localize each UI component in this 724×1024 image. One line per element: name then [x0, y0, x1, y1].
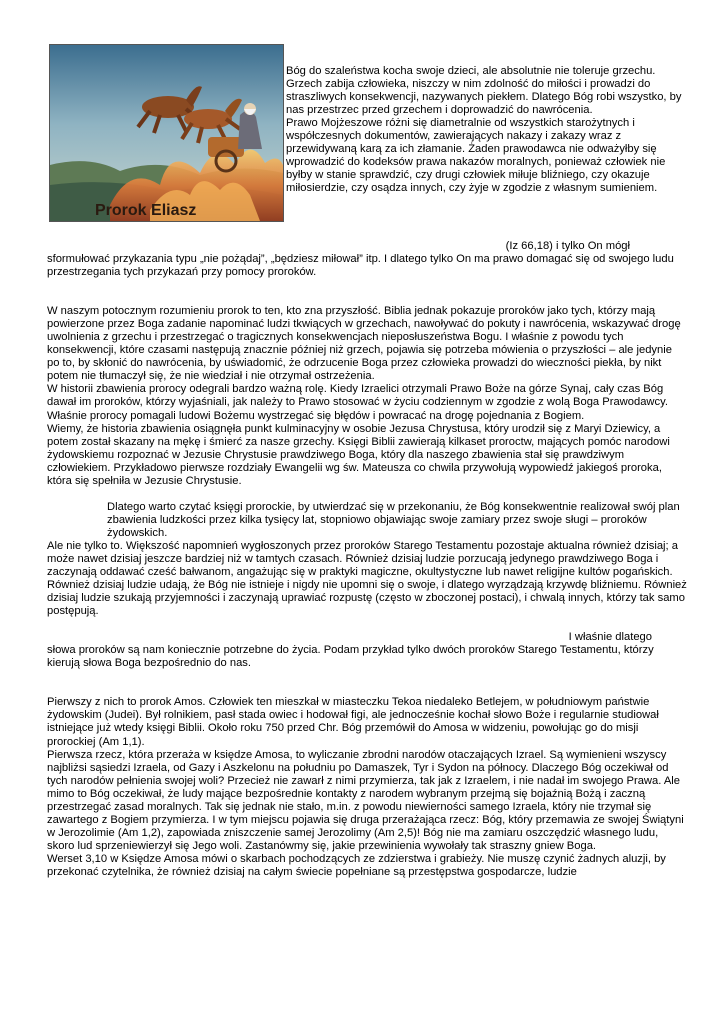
main-text-block: [47, 240, 690, 879]
image-caption: Prorok Eliasz: [95, 202, 197, 219]
chariot-painting: [50, 45, 283, 221]
paragraph-why-read-prophets: Dlatego warto czytać księgi prorockie, by utwierdzać się w przekonaniu, że Bóg konsekwentnie realizował swój plan zbawienia ludzkości przez kilka tysięcy lat, stopniowo objawiając swoje zamiary przez swoje sługi – proroków żydowskich.: [107, 500, 683, 539]
prophet-elijah-illustration: [49, 44, 284, 222]
intro-paragraph-2: Prawo Mojżeszowe różni się diametralnie od wszystkich starożytnych i współczesnych dokumentów, zawierających nakazy i zakazy wraz z przewidywaną karą za ich złamanie. Żaden prawodawca nie odważyłby się wprowadzić do kodeksów prawa nakazów moralnych, ponieważ człowiek nie byłby w stanie sprawdzić, czy drugi człowiek miłuje bliźniego, czy okazuje miłosierdzie, czy osądza innych, czy żyje w zgodzie z własnym sumieniem.: [286, 117, 669, 195]
paragraph-history-of-salvation: W historii zbawienia prorocy odegrali bardzo ważną rolę. Kiedy Izraelici otrzymali Prawo Boże na górze Synaj, cały czas Bóg dawał im proroków, którzy wyjaśniali, jak należy to Prawo stosować w życiu codziennym w zgodzie z wolą Boga Prawodawcy. Właśnie prorocy pomagali ludowi Bożemu wystrzegać się błędów i powracać na drogę pojednania z Bogiem.: [47, 383, 672, 422]
intro-paragraph-1: Bóg do szaleństwa kocha swoje dzieci, ale absolutnie nie toleruje grzechu. Grzech zabija człowieka, niszczy w nim zdolność do miłości i prowadzi do straszliwych konsekwencji, nazywanych piekłem. Dlatego Bóg robi wszystko, by nas przestrzec przed grzechem i doprowadzić do nawrócenia.: [286, 65, 685, 117]
paragraph-amos-intro: Pierwszy z nich to prorok Amos. Człowiek ten mieszkał w miasteczku Tekoa niedaleko Betlejem, w południowym państwie żydowskim (Judei). Był rolnikiem, pasł stada owiec i hodował figi, ale jednocześnie kochał słowo Boże i regularnie studiował istniejące już wtedy księgi Biblii. Około roku 750 przed Chr. Bóg przemówił do Amosa w widzeniu, powołując go do misji prorockiej (Am 1,1).: [47, 696, 662, 748]
paragraph-jesus-christ: Wiemy, że historia zbawienia osiągnęła punkt kulminacyjny w osobie Jezusa Chrystusa, który urodził się z Maryi Dziewicy, a potem został skazany na mękę i śmierć za nasze grzechy. Księgi Biblii zawierają kilkaset proroctw, mających pomóc narodowi żydowskiemu rozpoznać w Jezusie Chrystusie prawdziwego Boga, który dla naszego zbawienia stał się prawdziwym człowiekiem. Przykładowo pierwsze rozdziały Ewangelii wg św. Mateusza co chwila przywołują wypowiedź jakiegoś proroka, która się spełniła w Jezusie Chrystusie.: [47, 422, 673, 487]
paragraph-therefore-text: słowa proroków są nam koniecznie potrzebne do życia. Podam przykład tylko dwóch proroków Starego Testamentu, którzy kierują słowa Boga bezpośrednio do nas.: [47, 644, 657, 670]
paragraph-prophet-definition: W naszym potocznym rozumieniu prorok to ten, kto zna przyszłość. Biblia jednak pokazuje proroków jako tych, którzy mają powierzone przez Boga zadanie napominać ludzi tkwiących w grzechach, nawoływać do pokuty i nawrócenia, wskazywać drogę uwolnienia z grzechu i przestrzegać o tragicznych konsekwencjach nieposłuszeństwa Bogu. I właśnie z powodu tych konsekwencji, które czasami następują znacznie później niż grzech, pojawia się potrzeba mówienia o przyszłości – ale jedynie po to, by skłonić do nawrócenia, by uświadomić, że odrzucenie Boga przez człowieka prowadzi do wieczności piekła, by nikt potem nie tłumaczył się, że nie wiedział i nie otrzymał ostrzeżenia.: [47, 305, 684, 383]
continuation-lead: (Iz 66,18) i tylko On mógł: [505, 240, 630, 252]
paragraph-amos-verse: Werset 3,10 w Księdze Amosa mówi o skarbach pochodzących ze zdzierstwa i grabieży. Nie muszę czynić żadnych aluzji, by przekonać czytelnika, że również dzisiaj na całym świecie popełniane są przestępstwa gospodarcze, ludzie: [47, 852, 670, 878]
continuation-text: sformułować przykazania typu „nie pożądaj”, „będziesz miłował” itp. I dlatego tylko On ma prawo domagać się od swojego ludu przestrzegania tych przykazań przy pomocy proroków.: [47, 253, 677, 279]
intro-text-block: [286, 65, 686, 195]
paragraph-therefore-lead: I właśnie dlatego: [568, 631, 652, 644]
paragraph-amos-nations: Pierwsza rzecz, która przeraża w księdze Amosa, to wyliczanie zbrodni narodów otaczających Izrael. Są wymienieni wszyscy najbliżsi sąsiedzi Izraela, od Gazy i Aszkelonu na południu po Damaszek, Tyr i Sydon na północy. Dlaczego Bóg oczekiwał od tych narodów pełnienia swojej woli? Przecież nie zawarł z nimi przymierza, tak jak z Izraelem, i nie nadał im swojego Prawa. Ale mimo to Bóg oczekiwał, że ludy mające bezpośrednie kontakty z narodem wybranym przejmą się bojaźnią Bożą i zaczną przestrzegać zasad moralnych. Tak się jednak nie stało, m.in. z powodu niewierności samego Izraela, który nie trzymał się zawartego z Bogiem przymierza. I w tym miejscu pojawia się druga przerażająca rzecz: Bóg, który przemawia ze swojej Świątyni w Jerozolimie (Am 1,2), zapowiada zniszczenie samej Jerozolimy (Am 2,5)! Bóg nie ma zamiaru oszczędzić własnego ludu, skoro lud sprzeniewierzył się Jego woli. Zastanówmy się, jakie przewinienia wywołały tak straszny gniew Boga.: [47, 748, 687, 852]
paragraph-warnings-today: Ale nie tylko to. Większość napomnień wygłoszonych przez proroków Starego Testamentu pozostaje aktualna również dzisiaj; a może nawet dzisiaj jeszcze bardziej niż w tamtych czasach. Również dzisiaj ludzie porzucają jedynego prawdziwego Boga i zaczynają oddawać cześć bałwanom, angażując się w praktyki magiczne, okultystyczne lub nawet religijne kultów pogańskich. Również dzisiaj ludzie udają, że Bóg nie istnieje i nigdy nie upomni się o swoje, i dlatego wyrządzają krzywdę bliźniemu. Również dzisiaj ludzie szukają przyjemności i zaczynają uprawiać rozpustę (często w zboczonej postaci), i chwalą innych, którzy tak samo postępują.: [47, 539, 690, 618]
